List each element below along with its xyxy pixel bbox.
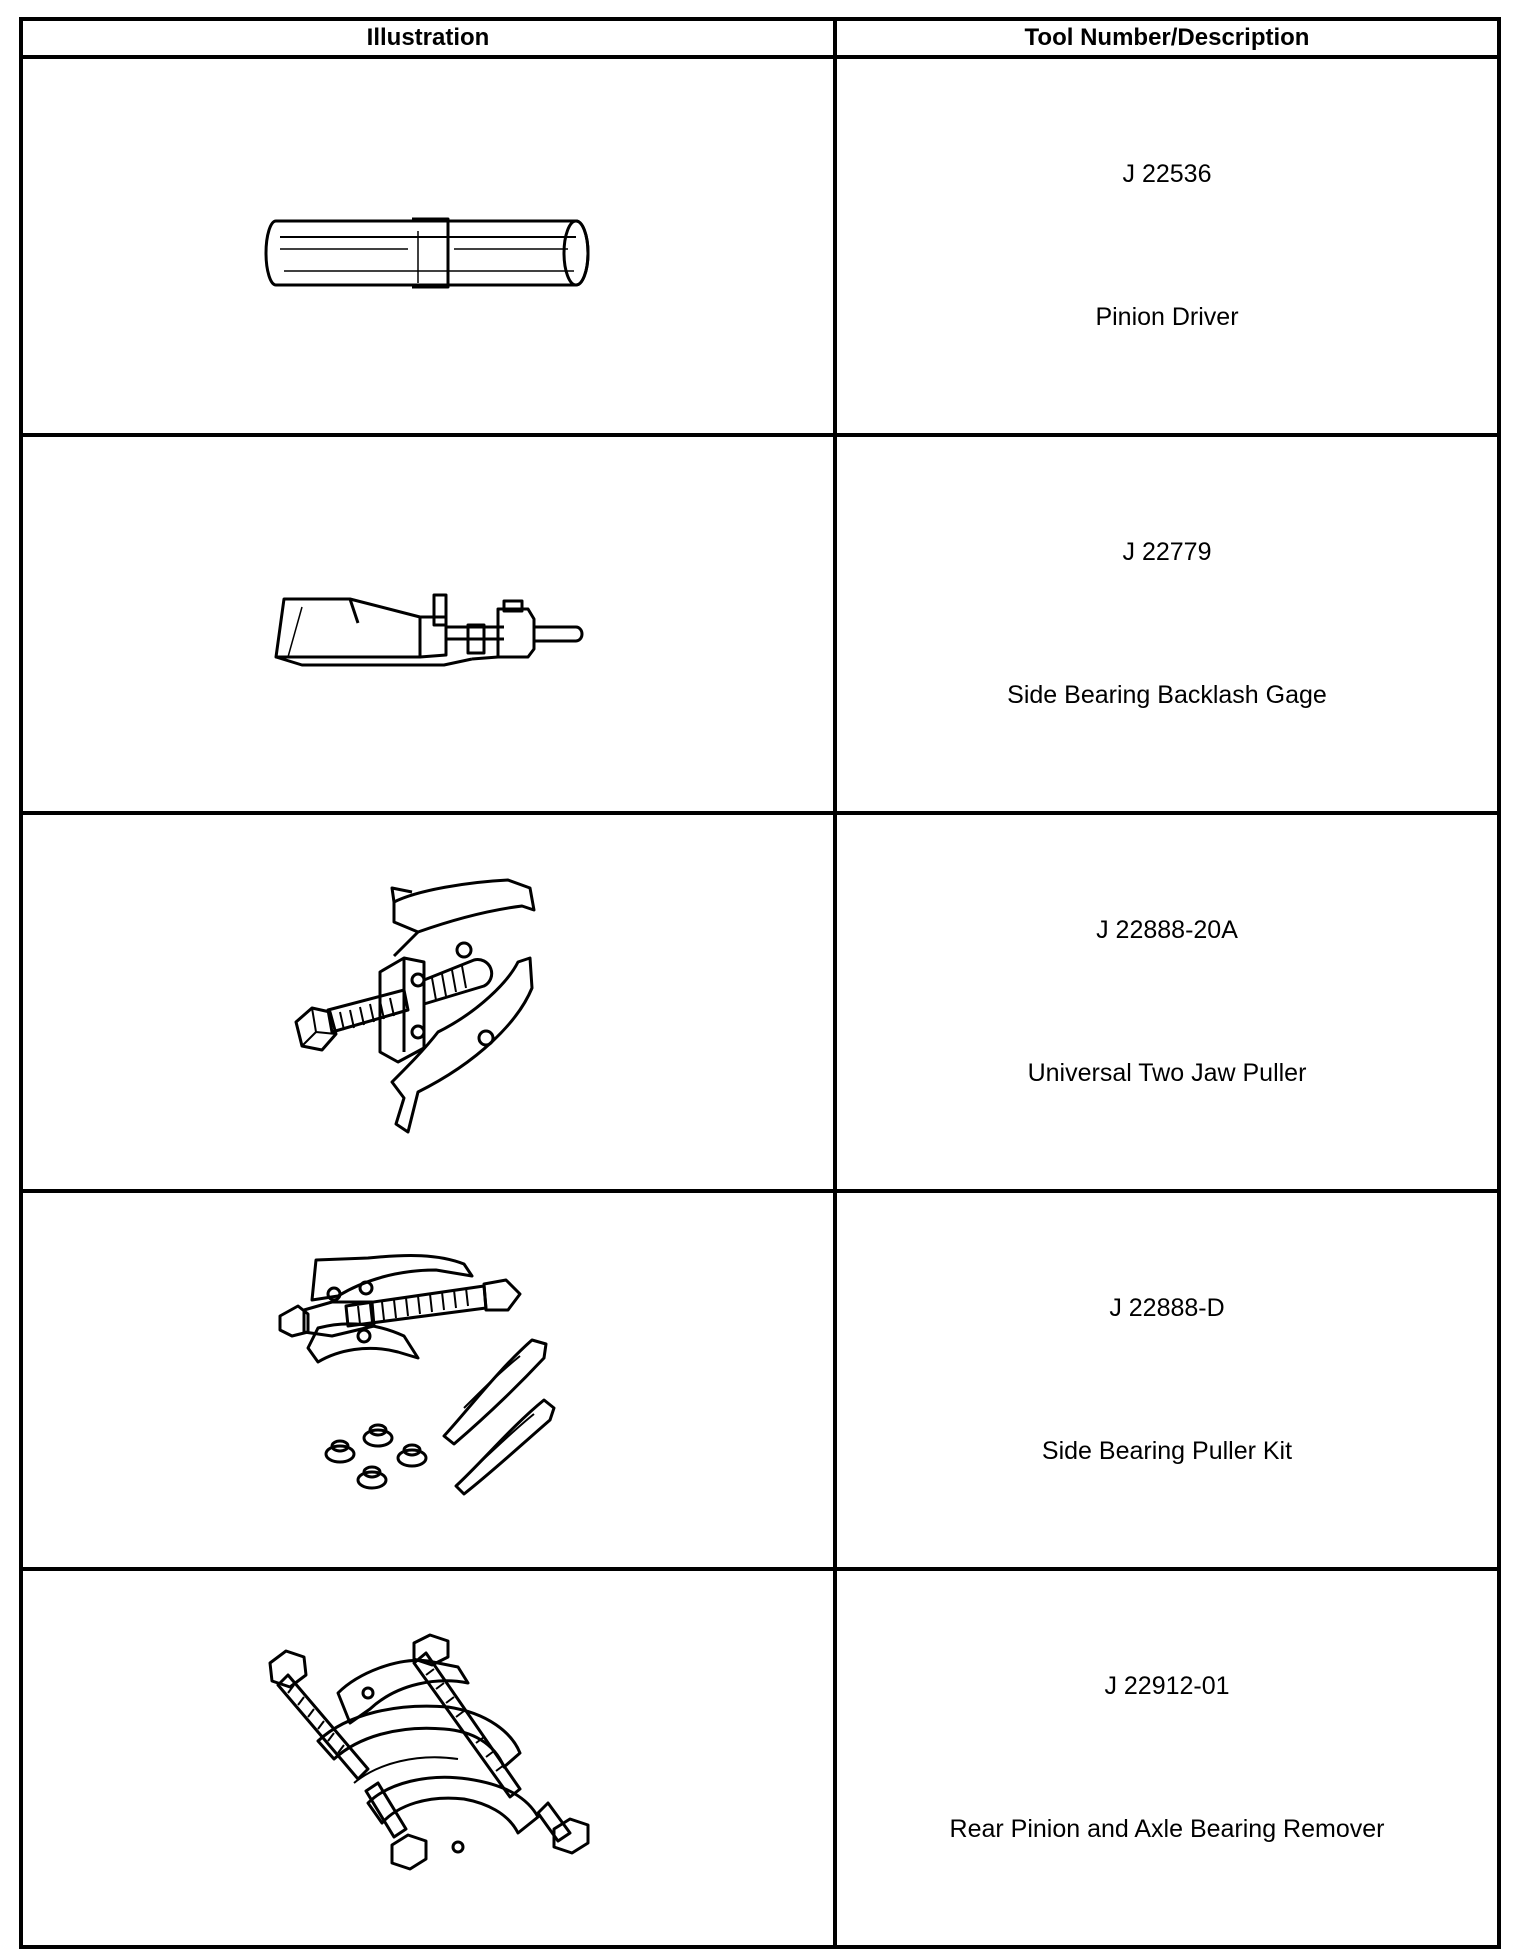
illustration-cell [21,57,835,435]
backlash-gage-icon [258,569,598,679]
tool-number: J 22536 [1122,160,1212,188]
header-tool-description: Tool Number/Description [835,19,1499,57]
puller-kit-icon [268,1240,588,1520]
illustration-cell [21,1191,835,1569]
description-cell [835,1191,1499,1569]
illustration-cell [21,435,835,813]
table-row [21,1569,1499,1947]
description-cell [835,57,1499,435]
description-cell [835,1569,1499,1947]
tool-description: Universal Two Jaw Puller [1027,1059,1307,1087]
tool-description: Pinion Driver [1095,303,1239,331]
tool-description: Rear Pinion and Axle Bearing Remover [949,1815,1385,1843]
special-tools-table [19,17,1501,1949]
bearing-remover-icon [258,1633,598,1883]
header-illustration: Illustration [21,19,835,57]
tool-description: Side Bearing Puller Kit [1041,1437,1293,1465]
table-row [21,1191,1499,1569]
tool-number: J 22888-D [1109,1294,1225,1322]
table-row [21,57,1499,435]
tool-number: J 22888-20A [1096,916,1238,944]
pinion-driver-icon [258,191,598,301]
table-header-row [21,19,1499,57]
tool-number: J 22779 [1122,538,1212,566]
illustration-cell [21,1569,835,1947]
table-row [21,435,1499,813]
description-cell [835,435,1499,813]
two-jaw-puller-icon [268,862,588,1142]
description-cell [835,813,1499,1191]
tool-number: J 22912-01 [1104,1672,1230,1700]
table-row [21,813,1499,1191]
tool-description: Side Bearing Backlash Gage [1007,681,1327,709]
illustration-cell [21,813,835,1191]
